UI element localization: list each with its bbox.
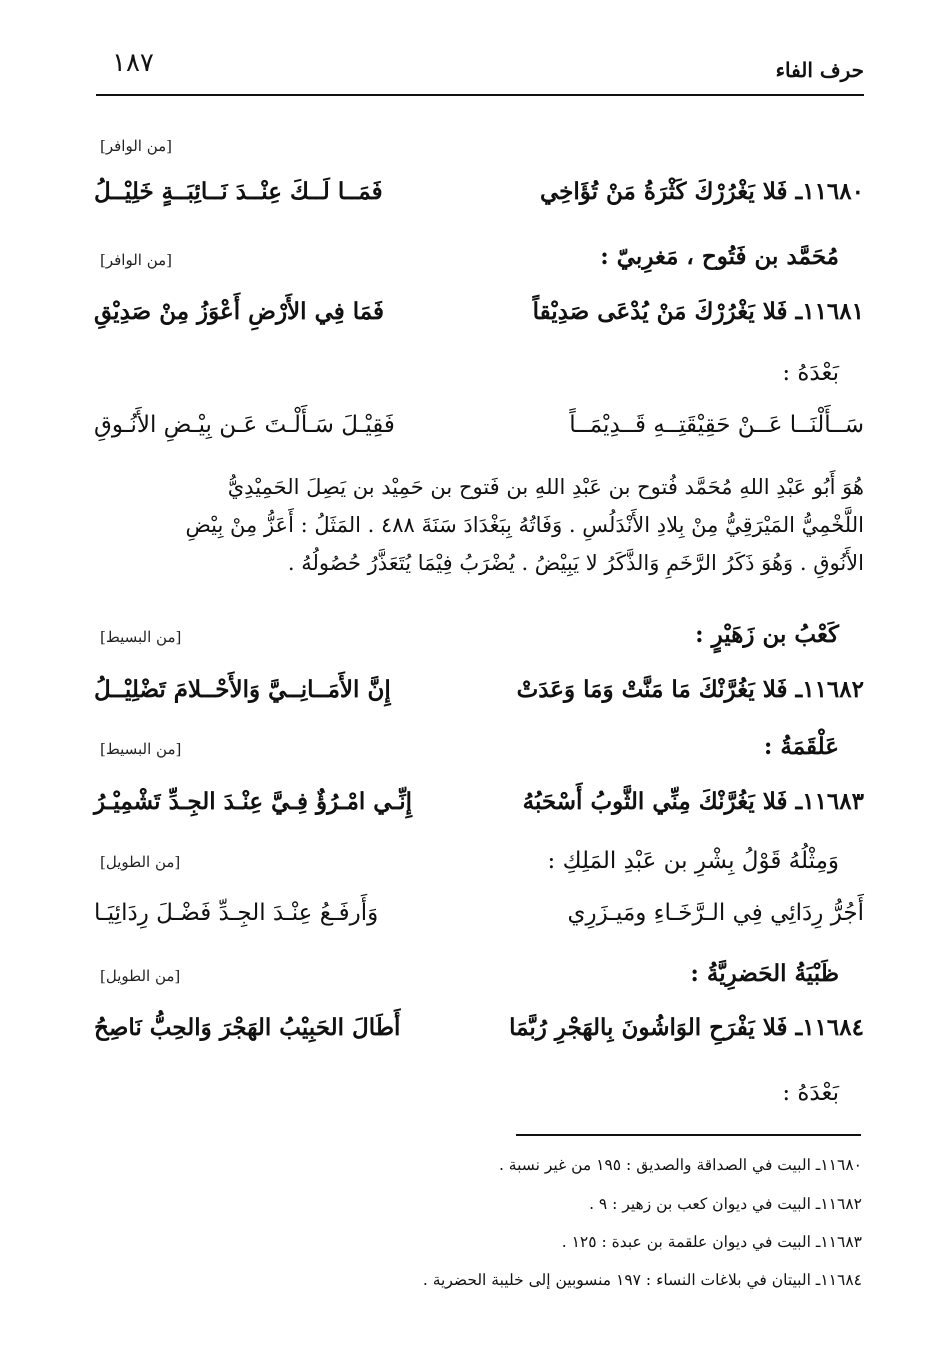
verse-bishr <box>94 900 864 940</box>
verse-first-hemistich: ١١٦٨٤ـ فَلا يَفْرَحِ الوَاشُونَ بِالهَجْرِ رُبَّمَا <box>509 1014 864 1041</box>
verse-11684 <box>94 1014 864 1054</box>
footnote: ١١٦٨٣ـ البيت في ديوان علقمة بن عبدة : ١٢٥ . <box>561 1233 862 1251</box>
verse-first-hemistich: ١١٦٨١ـ فَلا يَغْرُرْكَ مَنْ يُدْعَى صَدِيْقاً <box>532 298 864 325</box>
meter-label: [من البسيط] <box>100 628 182 646</box>
header-rule <box>96 94 864 96</box>
paragraph-line: الأَنُوقِ . وَهُوَ ذَكَرُ الرَّخَمِ وَالذَّكَرُ لا يَبِيْضُ . يُضْرَبُ فِيْمَا يُتَعَذَّرُ حُصُولُهُ . <box>287 551 864 575</box>
meter-label: [من الطويل] <box>100 967 181 985</box>
verse-first-hemistich: ١١٦٨٠ـ فَلا يَغْرُرْكَ كَثْرَةُ مَنْ تُؤَاخِي <box>539 178 864 205</box>
meter-label: [من الوافر] <box>100 137 173 155</box>
verse-second-hemistich: أَطَالَ الحَبِيْبُ الهَجْرَ وَالحِبُّ نَاصِحُ <box>94 1014 401 1041</box>
after-label: بَعْدَهُ : <box>782 1080 839 1106</box>
poet-attribution: كَعْبُ بن زَهَيْرٍ : <box>695 621 839 648</box>
verse-second-hemistich: إِنِّـي امْـرُؤٌ فِـيَّ عِنْـدَ الجِـدِّ تَشْمِيْـرُ <box>94 788 413 815</box>
verse-second-hemistich: إِنَّ الأَمَــانِــيَّ وَالأَحْــلامَ تَضْلِيْــلُ <box>94 676 391 703</box>
verse-11681 <box>94 298 864 338</box>
paragraph-line: اللَّخْمِيُّ المَيْرَقِيُّ مِنْ بِلادِ الأَنْدَلُسِ . وَفَاتُهُ بِبَغْدَادَ سَنَةَ ٤٨٨ . المَثَلُ : أَعَزُّ مِنْ بِيْضِ <box>185 513 864 537</box>
footnote: ١١٦٨٢ـ البيت في ديوان كعب بن زهير : ٩ . <box>589 1195 862 1213</box>
commentary-paragraph <box>80 468 864 582</box>
after-label: بَعْدَهُ : <box>782 360 839 386</box>
footnote: ١١٦٨٠ـ البيت في الصداقة والصديق : ١٩٥ من غير نسبة . <box>498 1156 862 1174</box>
footnote: ١١٦٨٤ـ البيتان في بلاغات النساء : ١٩٧ منسوبين إلى خليبة الحضرية . <box>422 1271 862 1289</box>
verse-first-hemistich: ١١٦٨٢ـ فَلا يَغُرَّنْكَ مَا مَنَّتْ وَمَا وَعَدَتْ <box>516 676 864 703</box>
meter-label: [من البسيط] <box>100 740 182 758</box>
chapter-title: حرف الفاء <box>775 58 864 82</box>
paragraph-line: هُوَ أَبُو عَبْدِ اللهِ مُحَمَّد فُتوح بن عَبْدِ اللهِ بن فَتوح بن حَمِيْد بن يَصِلَ الحَمِيْدِيُّ <box>227 475 864 499</box>
verse-first-hemistich: سَــأَلْنَــا عَــنْ حَقِيْقَتِــهِ قَــدِيْمَــاً <box>569 412 864 438</box>
verse-11680 <box>94 178 864 218</box>
footnote-rule <box>516 1134 861 1136</box>
page-number: ١٨٧ <box>112 48 154 78</box>
poet-attribution: مُحَمَّد بن فَتُوح ، مَغرِبيّ : <box>600 243 839 270</box>
verse-following <box>94 412 864 452</box>
verse-second-hemistich: وَأَرفَـعُ عِنْـدَ الجِـدِّ فَضْـلَ رِدَائِيَـا <box>94 900 379 926</box>
poet-attribution: ظَبْيَةُ الحَضرِيَّةُ : <box>690 960 839 987</box>
verse-first-hemistich: ١١٦٨٣ـ فَلا يَغُرَّنْكَ مِنِّي الثَّوبُ أَسْحَبُهُ <box>522 788 864 815</box>
meter-label: [من الطويل] <box>100 853 181 871</box>
verse-second-hemistich: فَمَــا لَــكَ عِنْــدَ نَــائِبَــةٍ خَلِيْــلُ <box>94 178 383 205</box>
verse-first-hemistich: أَجُرُّ رِدَائِي فِي الـرَّخَـاءِ ومَيـزَرِي <box>567 900 864 926</box>
verse-11682 <box>94 676 864 716</box>
verse-second-hemistich: فَمَا فِي الأَرْضِ أَعْوَزُ مِنْ صَدِيْقِ <box>94 298 385 325</box>
verse-11683 <box>94 788 864 828</box>
attribution-line: وَمِثْلُهُ قَوْلُ بِشْرِ بن عَبْدِ المَلِكِ : <box>547 848 839 874</box>
meter-label: [من الوافر] <box>100 251 173 269</box>
verse-second-hemistich: فَقِيْـلَ سَـأَلْـتَ عَـن بِيْـضِ الأَنُـوقِ <box>94 412 395 438</box>
poet-attribution: عَلْقَمَةُ : <box>763 733 839 760</box>
